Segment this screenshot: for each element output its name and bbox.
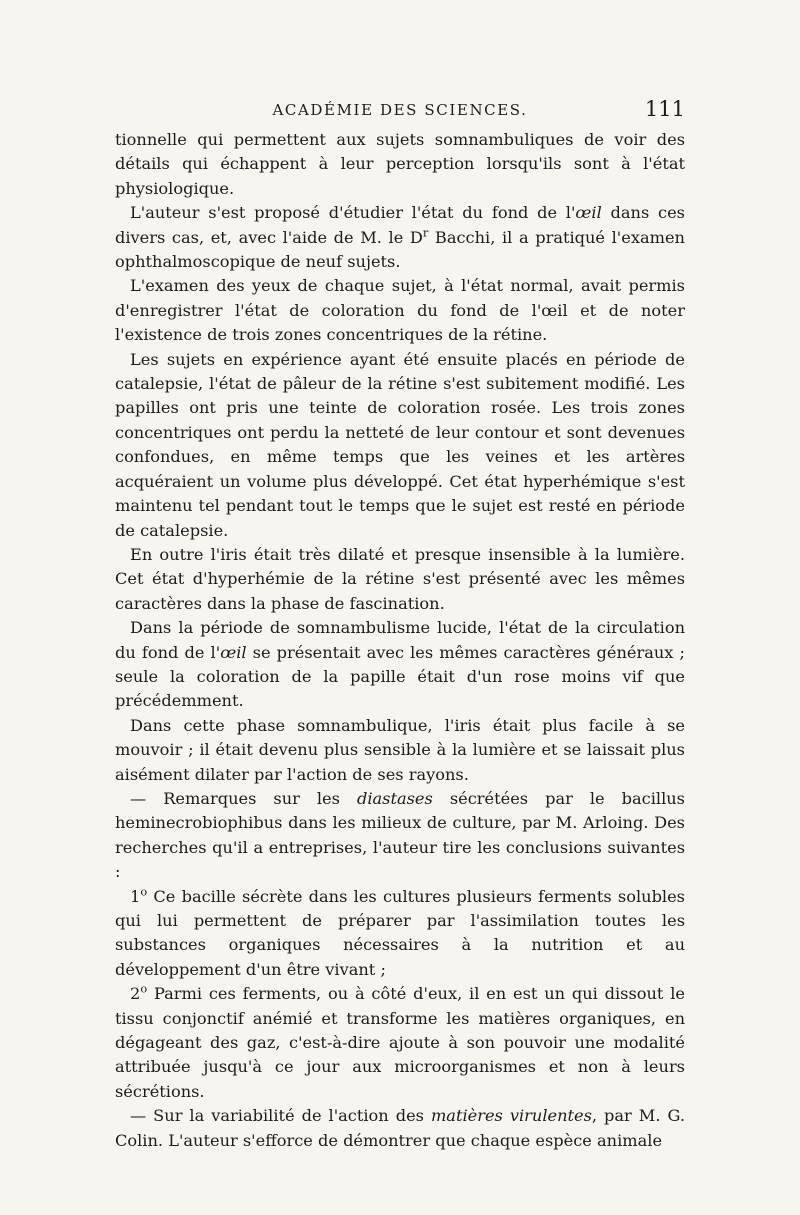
italic-text: œil [575, 203, 602, 223]
paragraph-text: L'examen des yeux de chaque sujet, à l'état normal, avait permis d'enregistrer l'état de coloration du fond de l'œil et de noter l'existence de trois zones concentriques de la rétine. [115, 276, 685, 345]
italic-text: diastases [356, 788, 433, 808]
paragraph-text: Bacchi, il a pratiqué l'examen ophthalmoscopique de neuf sujets. [115, 227, 685, 272]
paragraph-text: En outre l'iris était très dilaté et presque insensible à la lumière. Cet état d'hyperhémie de la rétine s'est présenté avec les mêmes caractères dans la phase de fascination. [115, 544, 685, 613]
superscript: r [422, 225, 429, 240]
paragraph-text: Parmi ces ferments, ou à côté d'eux, il en est un qui dissout le tissu conjonctif anémié et transforme les matières organiques, en dégageant des gaz, c'est-à-dire ajoute à son pouvoir une modalité attribuée jusqu'à ce jour aux microorganismes et non à leurs sécrétions. [115, 984, 685, 1101]
italic-text: matières virulentes [430, 1106, 592, 1126]
list-number: 1 [130, 886, 141, 906]
paragraph [115, 128, 685, 201]
paragraph-text: — Remarques sur les [130, 788, 357, 808]
paragraph [115, 348, 685, 543]
paragraph [115, 274, 685, 347]
paragraph-text: L'auteur s'est proposé d'étudier l'état du fond de l' [130, 203, 576, 223]
paragraph-text: tionnelle qui permettent aux sujets somnambuliques de voir des détails qui échappent à leur perception lorsqu'ils sont à l'état physiologique. [115, 130, 685, 198]
paragraph [115, 201, 685, 274]
list-number: 2 [130, 984, 141, 1004]
paragraph-text: Dans la période de somnambulisme lucide, l'état de la circulation du fond de l' [115, 618, 685, 662]
paragraph-text: Dans cette phase somnambulique, l'iris était plus facile à se mouvoir ; il était devenu plus sensible à la lumière et se laissait plus aisément dilater par l'action de ses rayons. [115, 715, 685, 784]
paragraph [115, 543, 685, 616]
paragraph [115, 787, 685, 885]
superscript: o [140, 884, 148, 899]
paragraph-text: Ce bacille sécrète dans les cultures plusieurs ferments solubles qui lui permettent de préparer par l'assimilation toutes les substances organiques nécessaires à la nutrition et au développement d'un être vivant ; [115, 886, 685, 979]
superscript: o [140, 981, 148, 996]
page-number: 111 [644, 97, 685, 121]
paragraph-text: dans ces divers cas, et, avec l'aide de M. le D [115, 203, 685, 247]
paragraph [115, 714, 685, 787]
italic-text: œil [220, 642, 247, 662]
paragraph-text: sécrétées par le bacillus heminecrobiophibus dans les milieux de culture, par M. Arloing. Des recherches qu'il a entreprises, l'auteur tire les conclusions suivantes : [115, 788, 685, 882]
page-header [115, 97, 685, 127]
body-text [115, 128, 685, 1153]
paragraph [115, 1104, 685, 1153]
paragraph [115, 616, 685, 714]
paragraph-text: — Sur la variabilité de l'action des [130, 1106, 431, 1126]
paragraph-text: , par M. G. Colin. L'auteur s'efforce de démontrer que chaque espèce animale [115, 1106, 685, 1150]
running-head: ACADÉMIE DES SCIENCES. [272, 101, 528, 119]
numbered-paragraph [115, 885, 685, 983]
paragraph-text: Les sujets en expérience ayant été ensuite placés en période de catalepsie, l'état de pâleur de la rétine s'est subitement modifié. Les papilles ont pris une teinte de coloration rosée. Les trois zones concentriques ont perdu la netteté de leur contour et sont devenues confondues, en même temps que les veines et les artères acquéraient un volume plus développé. Cet état hyperhémique s'est maintenu tel pendant tout le temps que le sujet est resté en période de catalepsie. [115, 349, 685, 540]
numbered-paragraph [115, 982, 685, 1104]
paragraph-text: se présentait avec les mêmes caractères généraux ; seule la coloration de la papille était d'un rose moins vif que précédemment. [115, 642, 685, 711]
